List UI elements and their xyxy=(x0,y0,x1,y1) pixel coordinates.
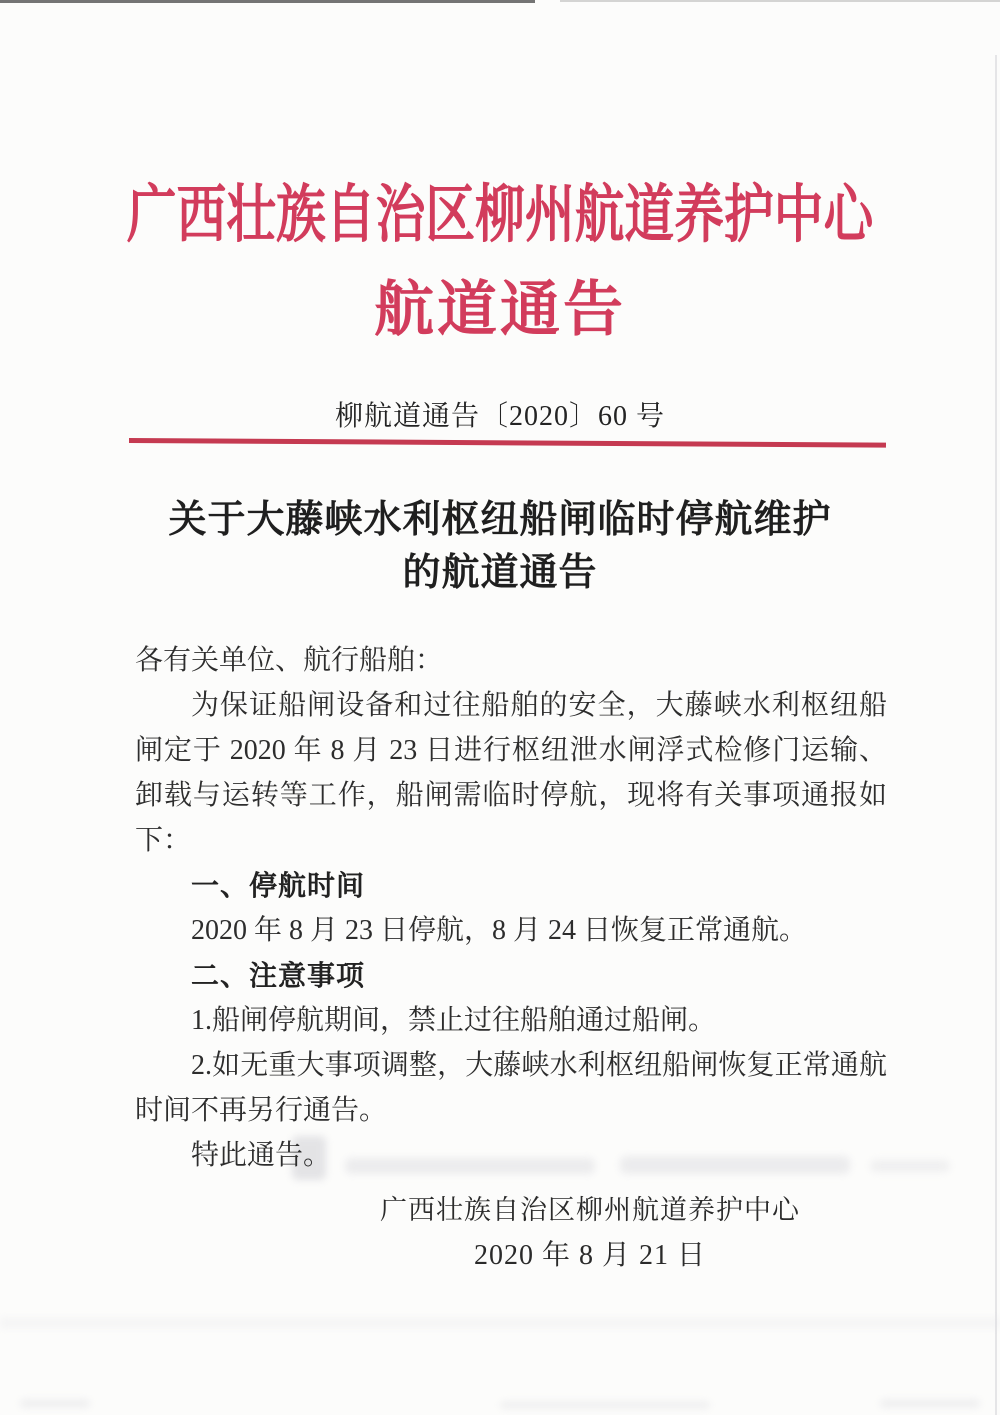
scan-artifact-top-edge xyxy=(0,0,535,3)
notice-body-paragraphs xyxy=(135,683,887,1178)
body-paragraph: 2.如无重大事项调整，大藤峡水利枢纽船闸恢复正常通航时间不再另行通告。 xyxy=(135,1050,887,1126)
signature-inner xyxy=(380,1188,800,1278)
salutation: 各有关单位、航行船舶： xyxy=(135,645,444,676)
document-number: 柳航道通告〔2020〕60 号 xyxy=(334,401,665,432)
scan-artifact-top-edge-light xyxy=(560,0,1000,2)
signature-date: 2020 年 8 月 21 日 xyxy=(473,1240,706,1271)
body-paragraph: 特此通告。 xyxy=(191,1140,332,1171)
issuing-authority-title: 广西壮族自治区柳州航道养护中心 xyxy=(126,180,874,250)
notice-body xyxy=(135,638,887,1178)
notice-title xyxy=(0,494,1000,600)
body-paragraph: 2020 年 8 月 23 日停航，8 月 24 日恢复正常通航。 xyxy=(191,915,808,946)
red-divider-rule xyxy=(129,438,886,448)
body-paragraph: 为保证船闸设备和过往船舶的安全，大藤峡水利枢纽船闸定于 2020 年 8 月 23 日进行枢纽泄水闸浮式检修门运输、卸载与运转等工作，船闸需临时停航，现将有关事项通报如下： xyxy=(135,690,887,856)
signature-block xyxy=(0,1188,1000,1278)
notice-title-line1: 关于大藤峡水利枢纽船闸临时停航维护 xyxy=(168,499,832,541)
notice-type-title: 航道通告 xyxy=(374,277,626,343)
scan-artifact-smudge xyxy=(20,1400,90,1407)
section-heading: 一、停航时间 xyxy=(191,870,366,901)
scan-artifact-smudge xyxy=(0,1318,1000,1328)
notice-title-line2: 的航道通告 xyxy=(402,552,598,594)
section-heading: 二、注意事项 xyxy=(191,960,366,991)
scan-artifact-smudge xyxy=(500,1402,710,1408)
scan-artifact-smudge xyxy=(880,1400,980,1407)
document-masthead xyxy=(0,180,1000,343)
body-paragraph: 1.船闸停航期间，禁止过往船舶通过船闸。 xyxy=(191,1005,717,1036)
signing-authority: 广西壮族自治区柳州航道养护中心 xyxy=(380,1195,800,1225)
